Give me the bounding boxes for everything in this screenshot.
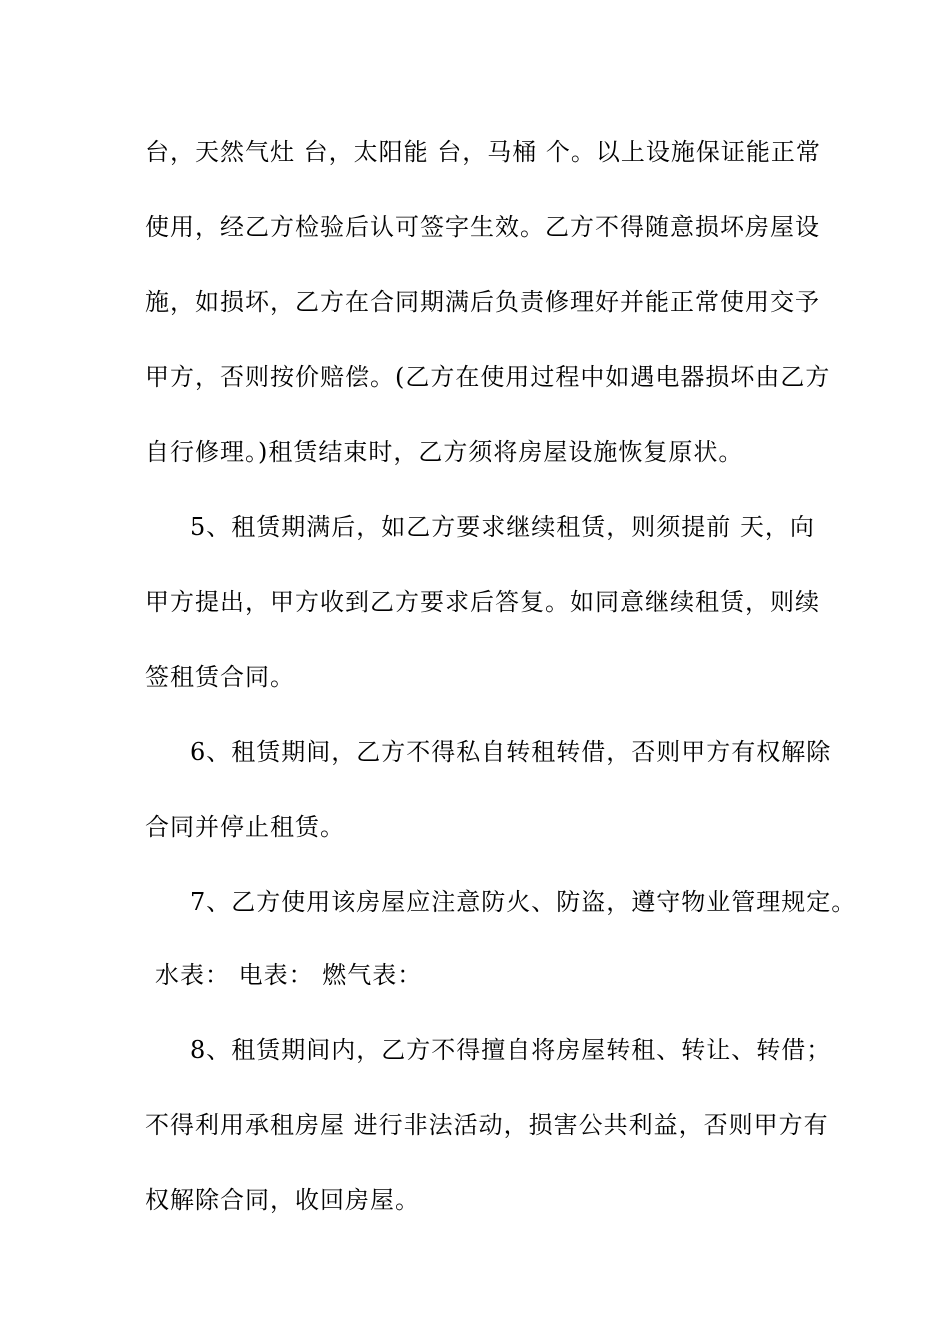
- paragraph-line: 甲方，否则按价赔偿。(乙方在使用过程中如遇电器损坏由乙方: [145, 363, 831, 391]
- paragraph-line: 不得利用承租房屋 进行非法活动，损害公共利益，否则甲方有: [145, 1111, 829, 1139]
- paragraph-line: 使用，经乙方检验后认可签字生效。乙方不得随意损坏房屋设: [145, 213, 820, 241]
- paragraph-line: 施，如损坏，乙方在合同期满后负责修理好并能正常使用交予: [145, 288, 820, 316]
- paragraph-line: 甲方提出，甲方收到乙方要求后答复。如同意继续租赁，则续: [145, 588, 820, 616]
- meter-readings-line: 水表： 电表： 燃气表：: [155, 961, 423, 989]
- clause-5-line: 5、租赁期满后，如乙方要求继续租赁，则须提前 天，向: [190, 513, 815, 541]
- paragraph-line: 合同并停止租赁。: [145, 813, 345, 841]
- paragraph-line: 自行修理。)租赁结束时，乙方须将房屋设施恢复原状。: [145, 438, 744, 466]
- clause-6-line: 6、租赁期间，乙方不得私自转租转借，否则甲方有权解除: [190, 738, 832, 766]
- clause-7-line: 7、乙方使用该房屋应注意防火、防盗，遵守物业管理规定。: [190, 888, 857, 916]
- paragraph-line: 台，天然气灶 台，太阳能 台，马桶 个。以上设施保证能正常: [145, 138, 821, 166]
- paragraph-line: 签租赁合同。: [145, 663, 295, 691]
- clause-8-line: 8、租赁期间内，乙方不得擅自将房屋转租、转让、转借；: [190, 1036, 832, 1064]
- paragraph-line: 权解除合同，收回房屋。: [145, 1186, 420, 1214]
